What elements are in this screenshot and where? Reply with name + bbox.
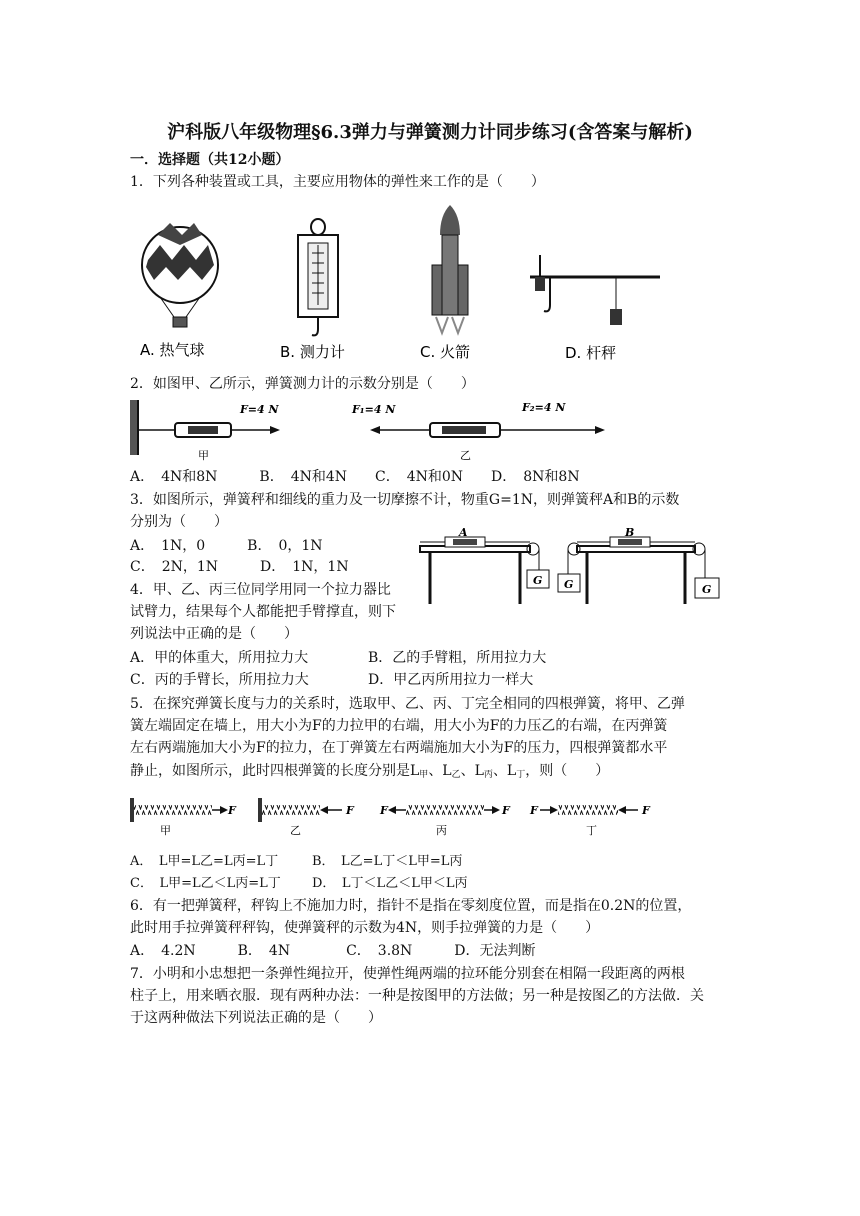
q4-stem-line2: 试臂力，结果每个人都能把手臂撑直，则下 [130, 604, 396, 620]
q5-f-yi: F [346, 804, 354, 817]
q2-f-label: F=4 N [240, 403, 279, 416]
q5-figure [130, 790, 670, 840]
q2-f2-label: F₂=4 N [522, 401, 566, 414]
q5-option-a: A． L甲=L乙=L丙=L丁 [130, 854, 279, 869]
q5-option-c: C． L甲=L乙＜L丙=L丁 [130, 876, 281, 891]
wall-icon [130, 400, 138, 455]
spring-scale-icon [298, 219, 338, 335]
q5-line3: 左右两端施加大小为F的拉力，在丁弹簧左右两端施加大小为F的压力，四根弹簧都水平 [130, 740, 668, 756]
q5-label-ding: 丁 [586, 824, 597, 837]
q5-f-bing-right: F [502, 804, 510, 817]
q3-a-label: A [459, 528, 468, 539]
q3-g-label-1: G [533, 574, 543, 587]
q3-stem-line2: 分别为（ ） [130, 514, 228, 530]
q5-f-jia: F [228, 804, 236, 817]
q1-caption-a: A. 热气球 [140, 341, 205, 359]
section-heading: 一．选择题（共12小题） [130, 152, 290, 168]
q4-option-a: A．甲的体重大，所用拉力大 [130, 650, 309, 666]
q1-caption-b: B. 测力计 [280, 343, 345, 361]
q3-g-label-3: G [702, 583, 712, 596]
q1-caption-d: D. 杆秤 [565, 344, 617, 362]
q6-line2: 此时用手拉弹簧秤秤钩，使弹簧秤的示数为4N，则手拉弹簧的力是（ ） [130, 920, 600, 936]
q5-label-yi: 乙 [290, 824, 301, 837]
q6-options: A． 4.2N B． 4N C． 3.8N D．无法判断 [130, 943, 536, 959]
q6-line1: 6．有一把弹簧秤，秤钩上不施加力时，指针不是指在零刻度位置，而是指在0.2N的位置， [130, 898, 692, 914]
q5-line2: 簧左端固定在墙上，用大小为F的力拉甲的右端，用大小为F的力压乙的右端，在丙弹簧 [130, 718, 668, 734]
q2-yi-label: 乙 [460, 449, 471, 462]
q1-caption-c: C. 火箭 [420, 343, 471, 361]
q3-stem-line1: 3．如图所示，弹簧秤和细线的重力及一切摩擦不计，物重G=1N，则弹簧秤A和B的示数 [130, 492, 680, 508]
q2-f1-label: F₁=4 N [352, 403, 396, 416]
q5-label-jia: 甲 [160, 824, 171, 837]
q7-line1: 7．小明和小忠想把一条弹性绳拉开，使弹性绳两端的拉环能分别套在相隔一段距离的两根 [130, 966, 685, 982]
q2-jia-label: 甲 [198, 449, 209, 462]
q4-option-b: B．乙的手臂粗，所用拉力大 [368, 650, 547, 666]
steelyard-icon [530, 255, 660, 325]
q3-g-label-2: G [564, 578, 574, 591]
q5-f-ding-right: F [642, 804, 650, 817]
q2-stem: 2．如图甲、乙所示，弹簧测力计的示数分别是（ ） [130, 376, 475, 392]
q5-option-b: B． L乙=L丁＜L甲=L丙 [312, 854, 463, 869]
q1-stem: 1．下列各种装置或工具，主要应用物体的弹性来工作的是（ ） [130, 174, 545, 190]
q3-options-row2: C． 2N，1N D． 1N，1N [130, 559, 349, 575]
q5-label-bing: 丙 [436, 824, 447, 837]
page-title: 沪科版八年级物理§6.3弹力与弹簧测力计同步练习(含答案与解析) [167, 122, 693, 143]
q5-option-d: D． L丁＜L乙＜L甲＜L丙 [312, 876, 468, 891]
q3-options-row1: A． 1N，0 B． 0，1N [130, 538, 323, 554]
q3-b-label: B [625, 528, 635, 539]
q5-line1: 5．在探究弹簧长度与力的关系时，选取甲、乙、丙、丁完全相同的四根弹簧，将甲、乙弹 [130, 696, 685, 712]
q5-f-bing-left: F [380, 804, 388, 817]
q7-line2: 柱子上，用来晒衣服．现有两种办法：一种是按图甲的方法做；另一种是按图乙的方法做．关 [130, 988, 704, 1004]
q2-options: A． 4N和8N B． 4N和4N C． 4N和0N D． 8N和8N [130, 469, 580, 485]
q4-option-c: C．丙的手臂长，所用拉力大 [130, 672, 309, 688]
q3-figure [415, 528, 725, 608]
q4-option-d: D．甲乙丙所用拉力一样大 [368, 672, 534, 688]
q2-figure [130, 395, 610, 465]
q4-stem-line3: 列说法中正确的是（ ） [130, 626, 298, 642]
q1-figure [130, 205, 690, 365]
rocket-icon [432, 205, 468, 333]
q4-stem-line1: 4．甲、乙、丙三位同学用同一个拉力器比 [130, 582, 391, 598]
q5-line4: 静止，如图所示，此时四根弹簧的长度分别是$L_甲$、$L_乙$、$L_丙$、$L_丁$，则（ ） [130, 763, 610, 780]
hot-air-balloon-icon [142, 223, 218, 327]
q5-f-ding-left: F [530, 804, 538, 817]
q7-line3: 于这两种做法下列说法正确的是（ ） [130, 1010, 382, 1026]
